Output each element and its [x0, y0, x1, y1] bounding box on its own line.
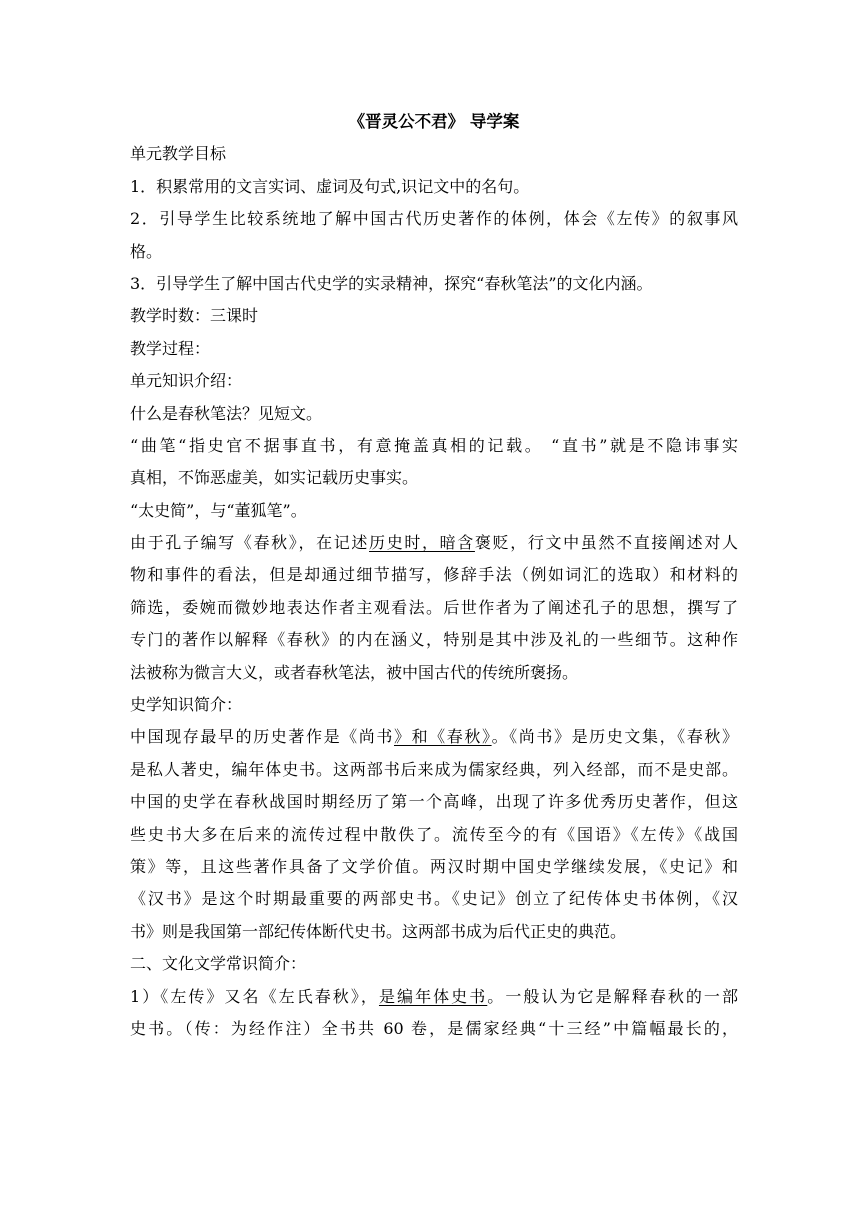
text-segment: 物和事件的看法，但是却通过细节描写，修辞手法（例如词汇的选取）和材料的	[130, 565, 738, 585]
text-segment: 1．积累常用的文言实词、虚词及句式,识记文中的名句。	[130, 176, 530, 196]
text-line	[130, 398, 738, 430]
text-line	[130, 754, 738, 786]
text-line	[130, 365, 738, 397]
text-line	[130, 333, 738, 365]
text-line	[130, 462, 738, 494]
text-segment: 专门的著作以解释《春秋》的内在涵义，特别是其中涉及礼的一些细节。这种作	[130, 630, 738, 650]
text-segment: 中国现存最早的历史著作是《尚书	[130, 727, 394, 747]
text-line	[130, 300, 738, 332]
underlined-text: 是编年体史书	[378, 986, 488, 1006]
text-segment: 单元教学目标	[130, 144, 227, 164]
text-segment: 1）《左传》又名《左氏春秋》，	[130, 986, 379, 1006]
underlined-text: 》和《春秋》	[393, 727, 492, 747]
text-segment: 法被称为微言大义，或者春秋笔法，被中国古代的传统所褒扬。	[130, 662, 579, 682]
text-segment: 教学时数：三课时	[130, 306, 259, 326]
text-segment: 些史书大多在后来的流传过程中散佚了。流传至今的有《国语》《左传》《战国	[130, 824, 738, 844]
text-line	[130, 721, 738, 753]
text-segment: 书》则是我国第一部纪传体断代史书。这两部书成为后代正史的典范。	[130, 921, 627, 941]
text-segment: 二、文化文学常识简介：	[130, 954, 307, 974]
document-title: 《晋灵公不君》 导学案	[348, 112, 520, 131]
text-line	[130, 527, 738, 559]
paragraph-lines	[130, 138, 738, 1045]
text-line	[130, 495, 738, 527]
text-segment: 史书。（传：为经作注）全书共 60 卷，是儒家经典“十三经”中篇幅最长的，	[130, 1018, 738, 1038]
text-line	[130, 916, 738, 948]
text-line	[130, 851, 738, 883]
text-segment: 3．引导学生了解中国古代史学的实录精神，探究“春秋笔法”的文化内涵。	[130, 273, 653, 293]
text-line	[130, 171, 738, 203]
document-body	[130, 106, 738, 1045]
text-line	[130, 819, 738, 851]
text-line	[130, 559, 738, 591]
text-line	[130, 236, 738, 268]
text-segment: 什么是春秋笔法？见短文。	[130, 403, 323, 423]
text-segment: 《汉书》是这个时期最重要的两部史书。《史记》创立了纪传体史书体例，《汉	[130, 889, 738, 909]
text-segment: 。一般认为它是解释春秋的一部	[487, 986, 738, 1006]
text-segment: 褒贬，行文中虽然不直接阐述对人	[474, 533, 738, 553]
text-segment: 格。	[130, 241, 163, 261]
text-line	[130, 592, 738, 624]
text-line	[130, 203, 738, 235]
text-segment: 中国的史学在春秋战国时期经历了第一个高峰，出现了许多优秀历史著作，但这	[130, 792, 738, 812]
text-line	[130, 430, 738, 462]
text-segment: 教学过程：	[130, 338, 211, 358]
text-line	[130, 1013, 738, 1045]
text-segment: “曲笔“指史官不据事直书，有意掩盖真相的记载。 “直书”就是不隐讳事实	[130, 435, 738, 455]
text-segment: 由于孔子编写《春秋》，在记述	[130, 533, 370, 553]
text-line	[130, 981, 738, 1013]
text-line	[130, 786, 738, 818]
text-segment: 史学知识简介：	[130, 695, 243, 715]
underlined-text: 历史时，暗含	[369, 533, 475, 553]
text-line	[130, 138, 738, 170]
text-line	[130, 948, 738, 980]
text-segment: 筛选，委婉而微妙地表达作者主观看法。后世作者为了阐述孔子的思想，撰写了	[130, 597, 738, 617]
text-line	[130, 883, 738, 915]
text-segment: 真相，不饰恶虚美，如实记载历史事实。	[130, 468, 419, 488]
text-segment: 策》等，且这些著作具备了文学价值。两汉时期中国史学继续发展，《史记》和	[130, 856, 738, 876]
text-segment: 2．引导学生比较系统地了解中国古代历史著作的体例，体会《左传》的叙事风	[130, 209, 738, 229]
text-line	[130, 268, 738, 300]
text-segment: 是私人著史，编年体史书。这两部书后来成为儒家经典，列入经部，而不是史部。	[130, 759, 738, 779]
text-line	[130, 657, 738, 689]
text-line	[130, 624, 738, 656]
text-segment: 。《尚书》是历史文集，《春秋》	[491, 727, 738, 747]
text-segment: 单元知识介绍：	[130, 371, 243, 391]
text-line	[130, 689, 738, 721]
text-segment: “太史简”，与“董狐笔”。	[130, 500, 307, 520]
